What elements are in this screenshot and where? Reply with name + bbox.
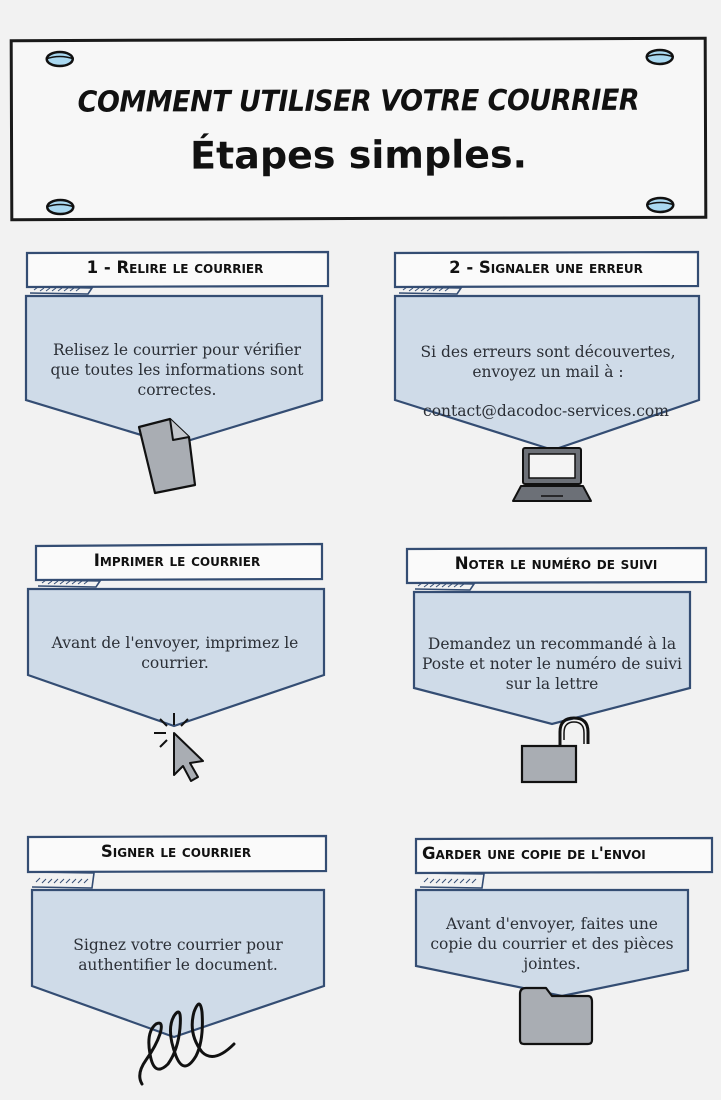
step-title: 1 - Relire le courrier: [86, 257, 264, 277]
pin-icon: [645, 48, 675, 66]
step-title: 2 - Signaler une erreur: [449, 257, 643, 277]
step-card-5: [26, 834, 336, 1096]
step-text: Demandez un recommandé à la Poste et noter le numéro de suivi sur la lettre: [422, 635, 682, 693]
document-icon: [135, 415, 215, 495]
page-title: COMMENT UTILISER VOTRE COURRIER: [77, 83, 640, 120]
page-subtitle: Étapes simples.: [190, 132, 528, 178]
padlock-icon: [518, 716, 600, 786]
step-card-3: [24, 543, 334, 788]
folder-icon: [518, 986, 596, 1048]
pin-icon: [45, 50, 75, 68]
step-email[interactable]: contact@dacodoc-services.com: [423, 402, 669, 420]
step-card-2: [393, 250, 703, 510]
pin-icon: [645, 196, 675, 214]
step-title: Garder une copie de l'envoi: [422, 843, 646, 863]
step-text: Signez votre courrier pour authentifier le document.: [73, 936, 283, 974]
step-text: Avant de l'envoyer, imprimez le courrier.: [51, 634, 299, 672]
cursor-click-icon: [152, 711, 212, 783]
step-card-4: [406, 546, 714, 791]
step-text: Relisez le courrier pour vérifier que toutes les informations sont correctes.: [50, 341, 304, 399]
step-title: Imprimer le courrier: [93, 550, 261, 570]
laptop-icon: [511, 446, 593, 504]
step-text: Si des erreurs sont découvertes, envoyez un mail à :: [420, 343, 676, 381]
step-title: Noter le numéro de suivi: [454, 553, 658, 573]
pin-icon: [45, 198, 75, 216]
step-title: Signer le courrier: [100, 841, 252, 861]
step-text: Avant d'envoyer, faites une copie du courrier et des pièces jointes.: [430, 915, 674, 973]
step-card-6: [414, 836, 714, 1086]
signature-icon: [134, 994, 244, 1090]
step-card-1: [22, 250, 332, 500]
title-banner: [10, 37, 708, 221]
